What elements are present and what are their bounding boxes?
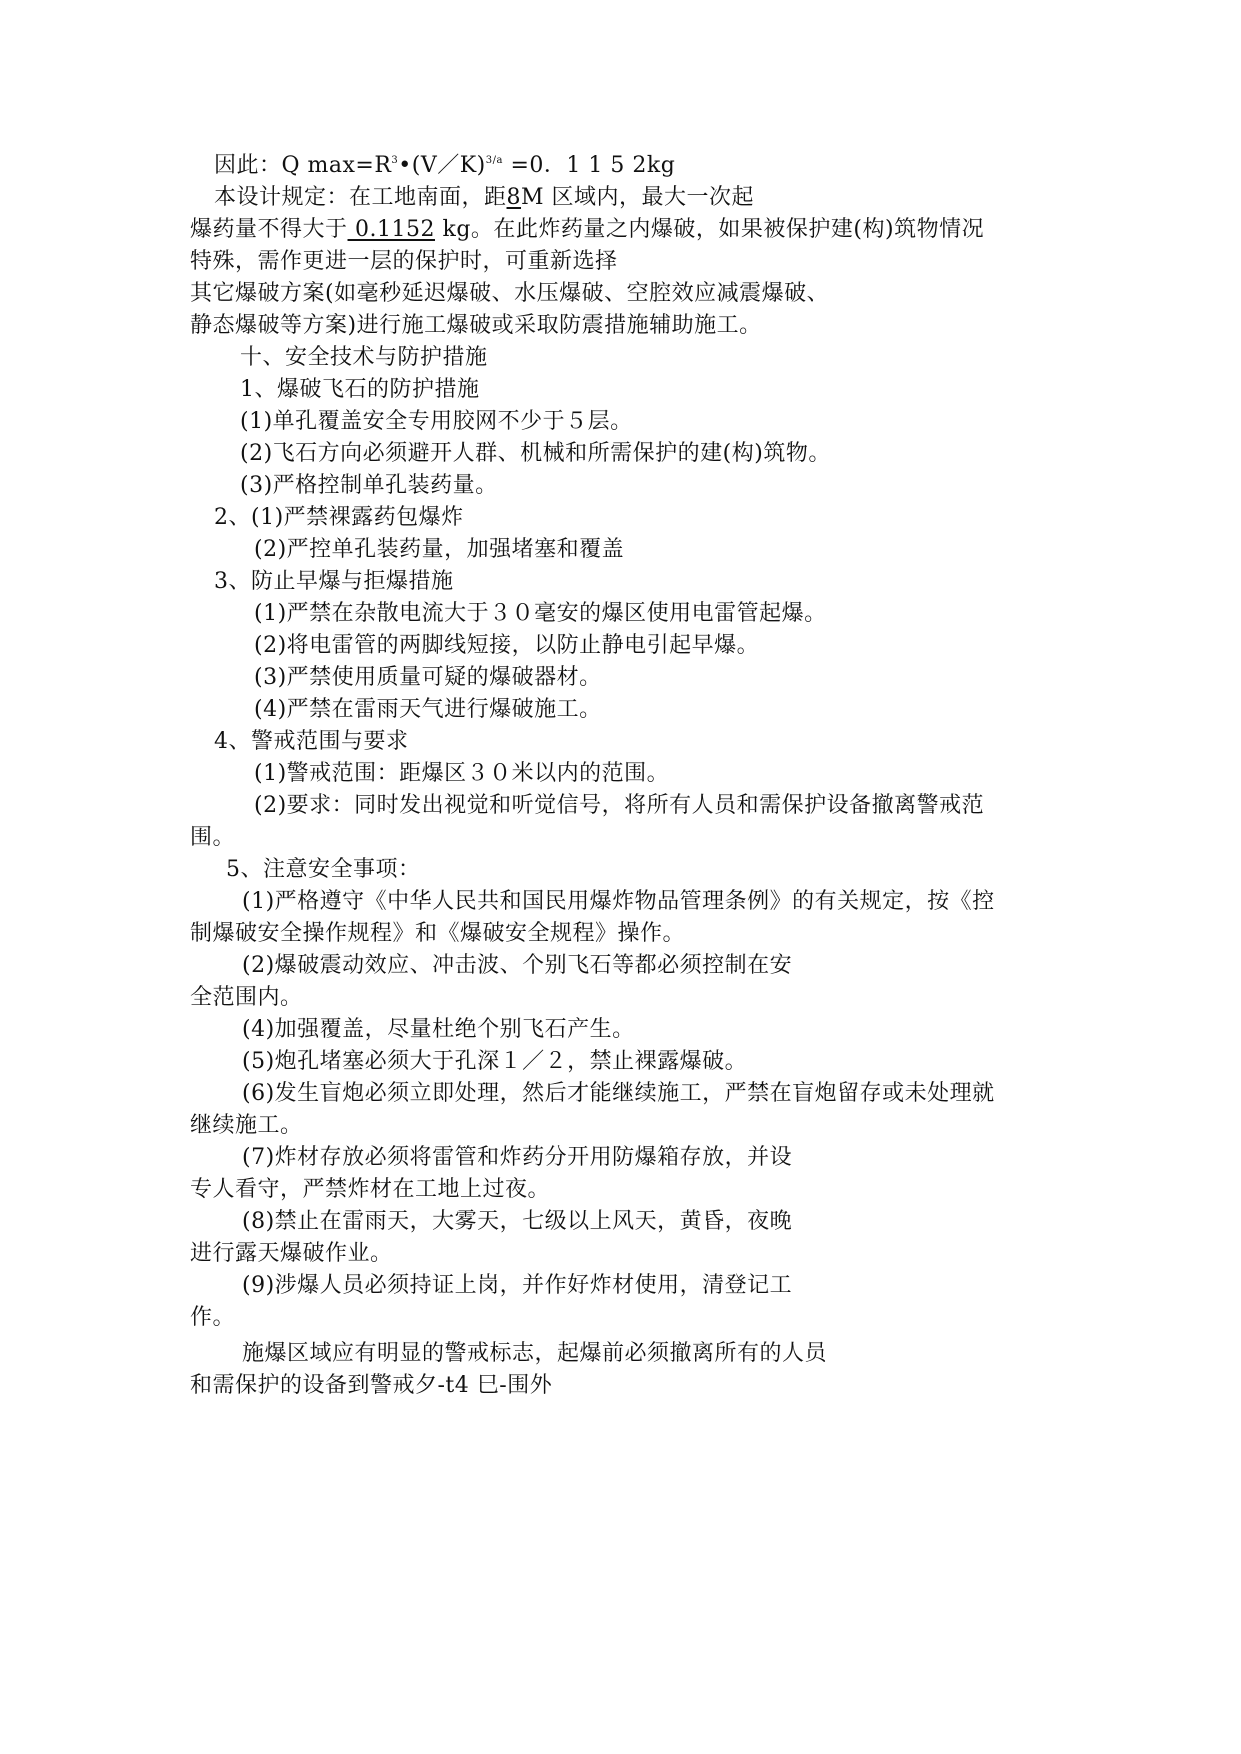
charge-limit-value: 0.1152 xyxy=(347,217,435,242)
design-rule-text: 本设计规定：在工地南面，距 xyxy=(214,185,507,210)
design-rule-text: 爆药量不得大于 xyxy=(190,217,348,242)
list-item-continuation: 全范围内。 xyxy=(190,985,303,1010)
closing-paragraph-line-1: 施爆区域应有明显的警戒标志，起爆前必须撤离所有的人员 xyxy=(242,1341,828,1366)
list-item-continuation: 制爆破安全操作规程》和《爆破安全规程》操作。 xyxy=(190,921,686,946)
list-item: (7)炸材存放必须将雷管和炸药分开用防爆箱存放，并设 xyxy=(242,1145,793,1170)
section-10-heading: 十、安全技术与防护措施 xyxy=(240,345,488,370)
list-item: (1)警戒范围：距爆区３０米以内的范围。 xyxy=(254,761,670,786)
subsection-2-line-1: 2、(1)严禁裸露药包爆炸 xyxy=(214,505,464,530)
subsection-4-heading: 4、警戒范围与要求 xyxy=(214,729,409,754)
subsection-3-heading: 3、防止早爆与拒爆措施 xyxy=(214,569,454,594)
list-item: (8)禁止在雷雨天，大雾天，七级以上风天，黄昏，夜晚 xyxy=(242,1209,793,1234)
formula-result: =0．1 1 5 2kg xyxy=(502,153,676,178)
design-rule-line-4: 其它爆破方案(如毫秒延迟爆破、水压爆破、空腔效应减震爆破、 xyxy=(190,281,830,306)
subsection-5-heading: 5、注意安全事项： xyxy=(226,857,421,882)
list-item: (3)严格控制单孔装药量。 xyxy=(240,473,498,498)
list-item-continuation: 进行露天爆破作业。 xyxy=(190,1241,393,1266)
list-item-continuation: 围。 xyxy=(190,825,236,850)
subsection-2-line-2: (2)严控单孔装药量，加强堵塞和覆盖 xyxy=(254,537,625,562)
design-rule-line-2 xyxy=(190,216,984,244)
list-item-continuation: 作。 xyxy=(190,1305,236,1330)
list-item: (2)要求：同时发出视觉和听觉信号，将所有人员和需保护设备撤离警戒范 xyxy=(254,793,985,818)
list-item: (1)严格遵守《中华人民共和国民用爆炸物品管理条例》的有关规定，按《控 xyxy=(242,889,995,914)
design-rule-line-1 xyxy=(214,184,754,212)
design-rule-text: M 区域内，最大一次起 xyxy=(521,185,755,210)
list-item: (5)炮孔堵塞必须大于孔深１／２，禁止裸露爆破。 xyxy=(242,1049,748,1074)
distance-value: 8 xyxy=(506,185,522,210)
list-item: (2)飞石方向必须避开人群、机械和所需保护的建(构)筑物。 xyxy=(240,441,831,466)
closing-paragraph-line-2: 和需保护的设备到警戒夕-t4 巳-围外 xyxy=(190,1373,553,1398)
list-item: (4)严禁在雷雨天气进行爆破施工。 xyxy=(254,697,602,722)
list-item: (3)严禁使用质量可疑的爆破器材。 xyxy=(254,665,602,690)
list-item: (4)加强覆盖，尽量杜绝个别飞石产生。 xyxy=(242,1017,635,1042)
list-item: (9)涉爆人员必须持证上岗，并作好炸材使用，清登记工 xyxy=(242,1273,793,1298)
list-item: (1)严禁在杂散电流大于３０毫安的爆区使用电雷管起爆。 xyxy=(254,601,827,626)
list-item: (1)单孔覆盖安全专用胶网不少于５层。 xyxy=(240,409,633,434)
formula-middle: •(V／K) xyxy=(398,153,486,178)
list-item-continuation: 专人看守，严禁炸材在工地上过夜。 xyxy=(190,1177,551,1202)
list-item: (2)将电雷管的两脚线短接，以防止静电引起早爆。 xyxy=(254,633,760,658)
design-rule-line-5: 静态爆破等方案)进行施工爆破或采取防震措施辅助施工。 xyxy=(190,313,762,338)
design-rule-line-3: 特殊，需作更进一层的保护时，可重新选择 xyxy=(190,249,618,274)
formula-exponent-2: 3/a xyxy=(485,155,503,166)
formula-prefix: 因此：Q max=R xyxy=(214,153,392,178)
formula-exponent-1: 3 xyxy=(391,155,399,166)
formula-line xyxy=(214,152,675,180)
list-item: (2)爆破震动效应、冲击波、个别飞石等都必须控制在安 xyxy=(242,953,793,978)
design-rule-text: kg。在此炸药量之内爆破，如果被保护建(构)筑物情况 xyxy=(435,217,985,242)
list-item: (6)发生盲炮必须立即处理，然后才能继续施工，严禁在盲炮留存或未处理就 xyxy=(242,1081,995,1106)
list-item-continuation: 继续施工。 xyxy=(190,1113,303,1138)
subsection-1-heading: 1、爆破飞石的防护措施 xyxy=(240,377,480,402)
